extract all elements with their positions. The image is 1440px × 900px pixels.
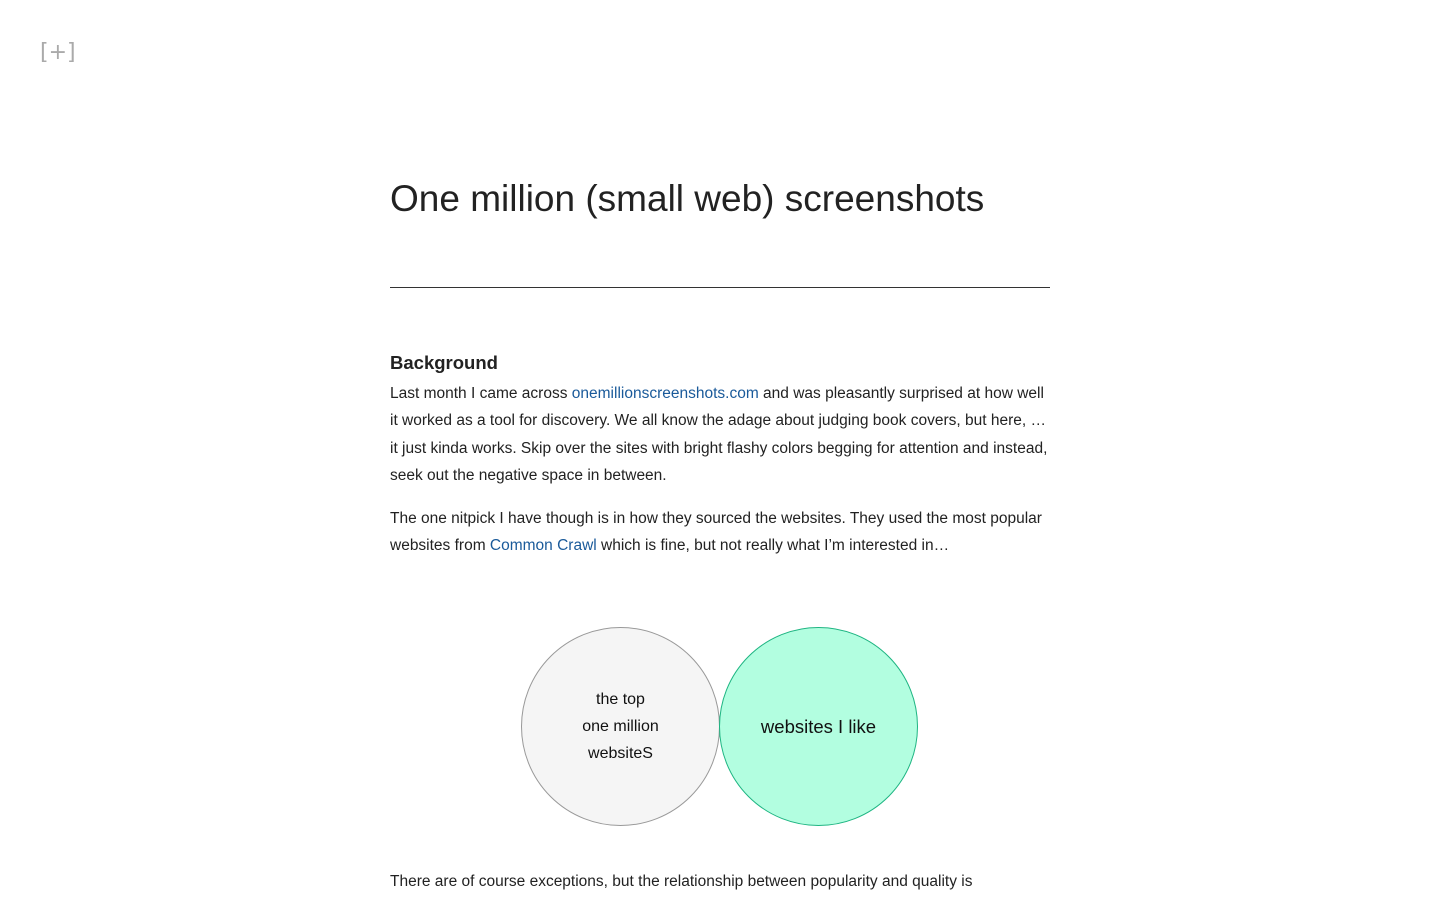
paragraph-3: There are of course exceptions, but the relationship between popularity and quality is <box>390 873 973 890</box>
common-crawl-link[interactable]: Common Crawl <box>489 537 597 555</box>
text: Last month I came across <box>390 385 572 402</box>
onemillionscreenshots-link[interactable]: onemillionscreenshots.com <box>571 385 759 402</box>
venn-diagram <box>520 627 920 827</box>
text: The one nitpick I have though is in how they sourced the websites. They used the most popular websites from <box>390 510 1042 555</box>
venn-circle-top-million <box>521 627 720 826</box>
page-title: One million (small web) screenshots <box>390 178 985 219</box>
divider <box>390 287 1050 288</box>
paragraph-1 <box>390 380 1052 489</box>
venn-label: the top <box>596 691 645 708</box>
text: which is fine, but not really what I’m interested in… <box>596 537 950 555</box>
expand-toggle-button[interactable]: [+] <box>40 40 76 65</box>
text: and was pleasantly surprised at how well it worked as a tool for discovery. We all know the adage about judging book covers, but here, …it just kinda works. Skip over the sites with bright flashy colors begging for attention and instead, seek out the negative space in between. <box>390 385 1048 484</box>
venn-circle-websites-i-like <box>719 627 918 826</box>
section-heading: Background <box>390 352 498 373</box>
venn-label: websites I like <box>760 715 877 737</box>
venn-label: websiteS <box>588 745 653 762</box>
paragraph-2 <box>390 505 1052 560</box>
venn-label: one million <box>582 718 659 735</box>
